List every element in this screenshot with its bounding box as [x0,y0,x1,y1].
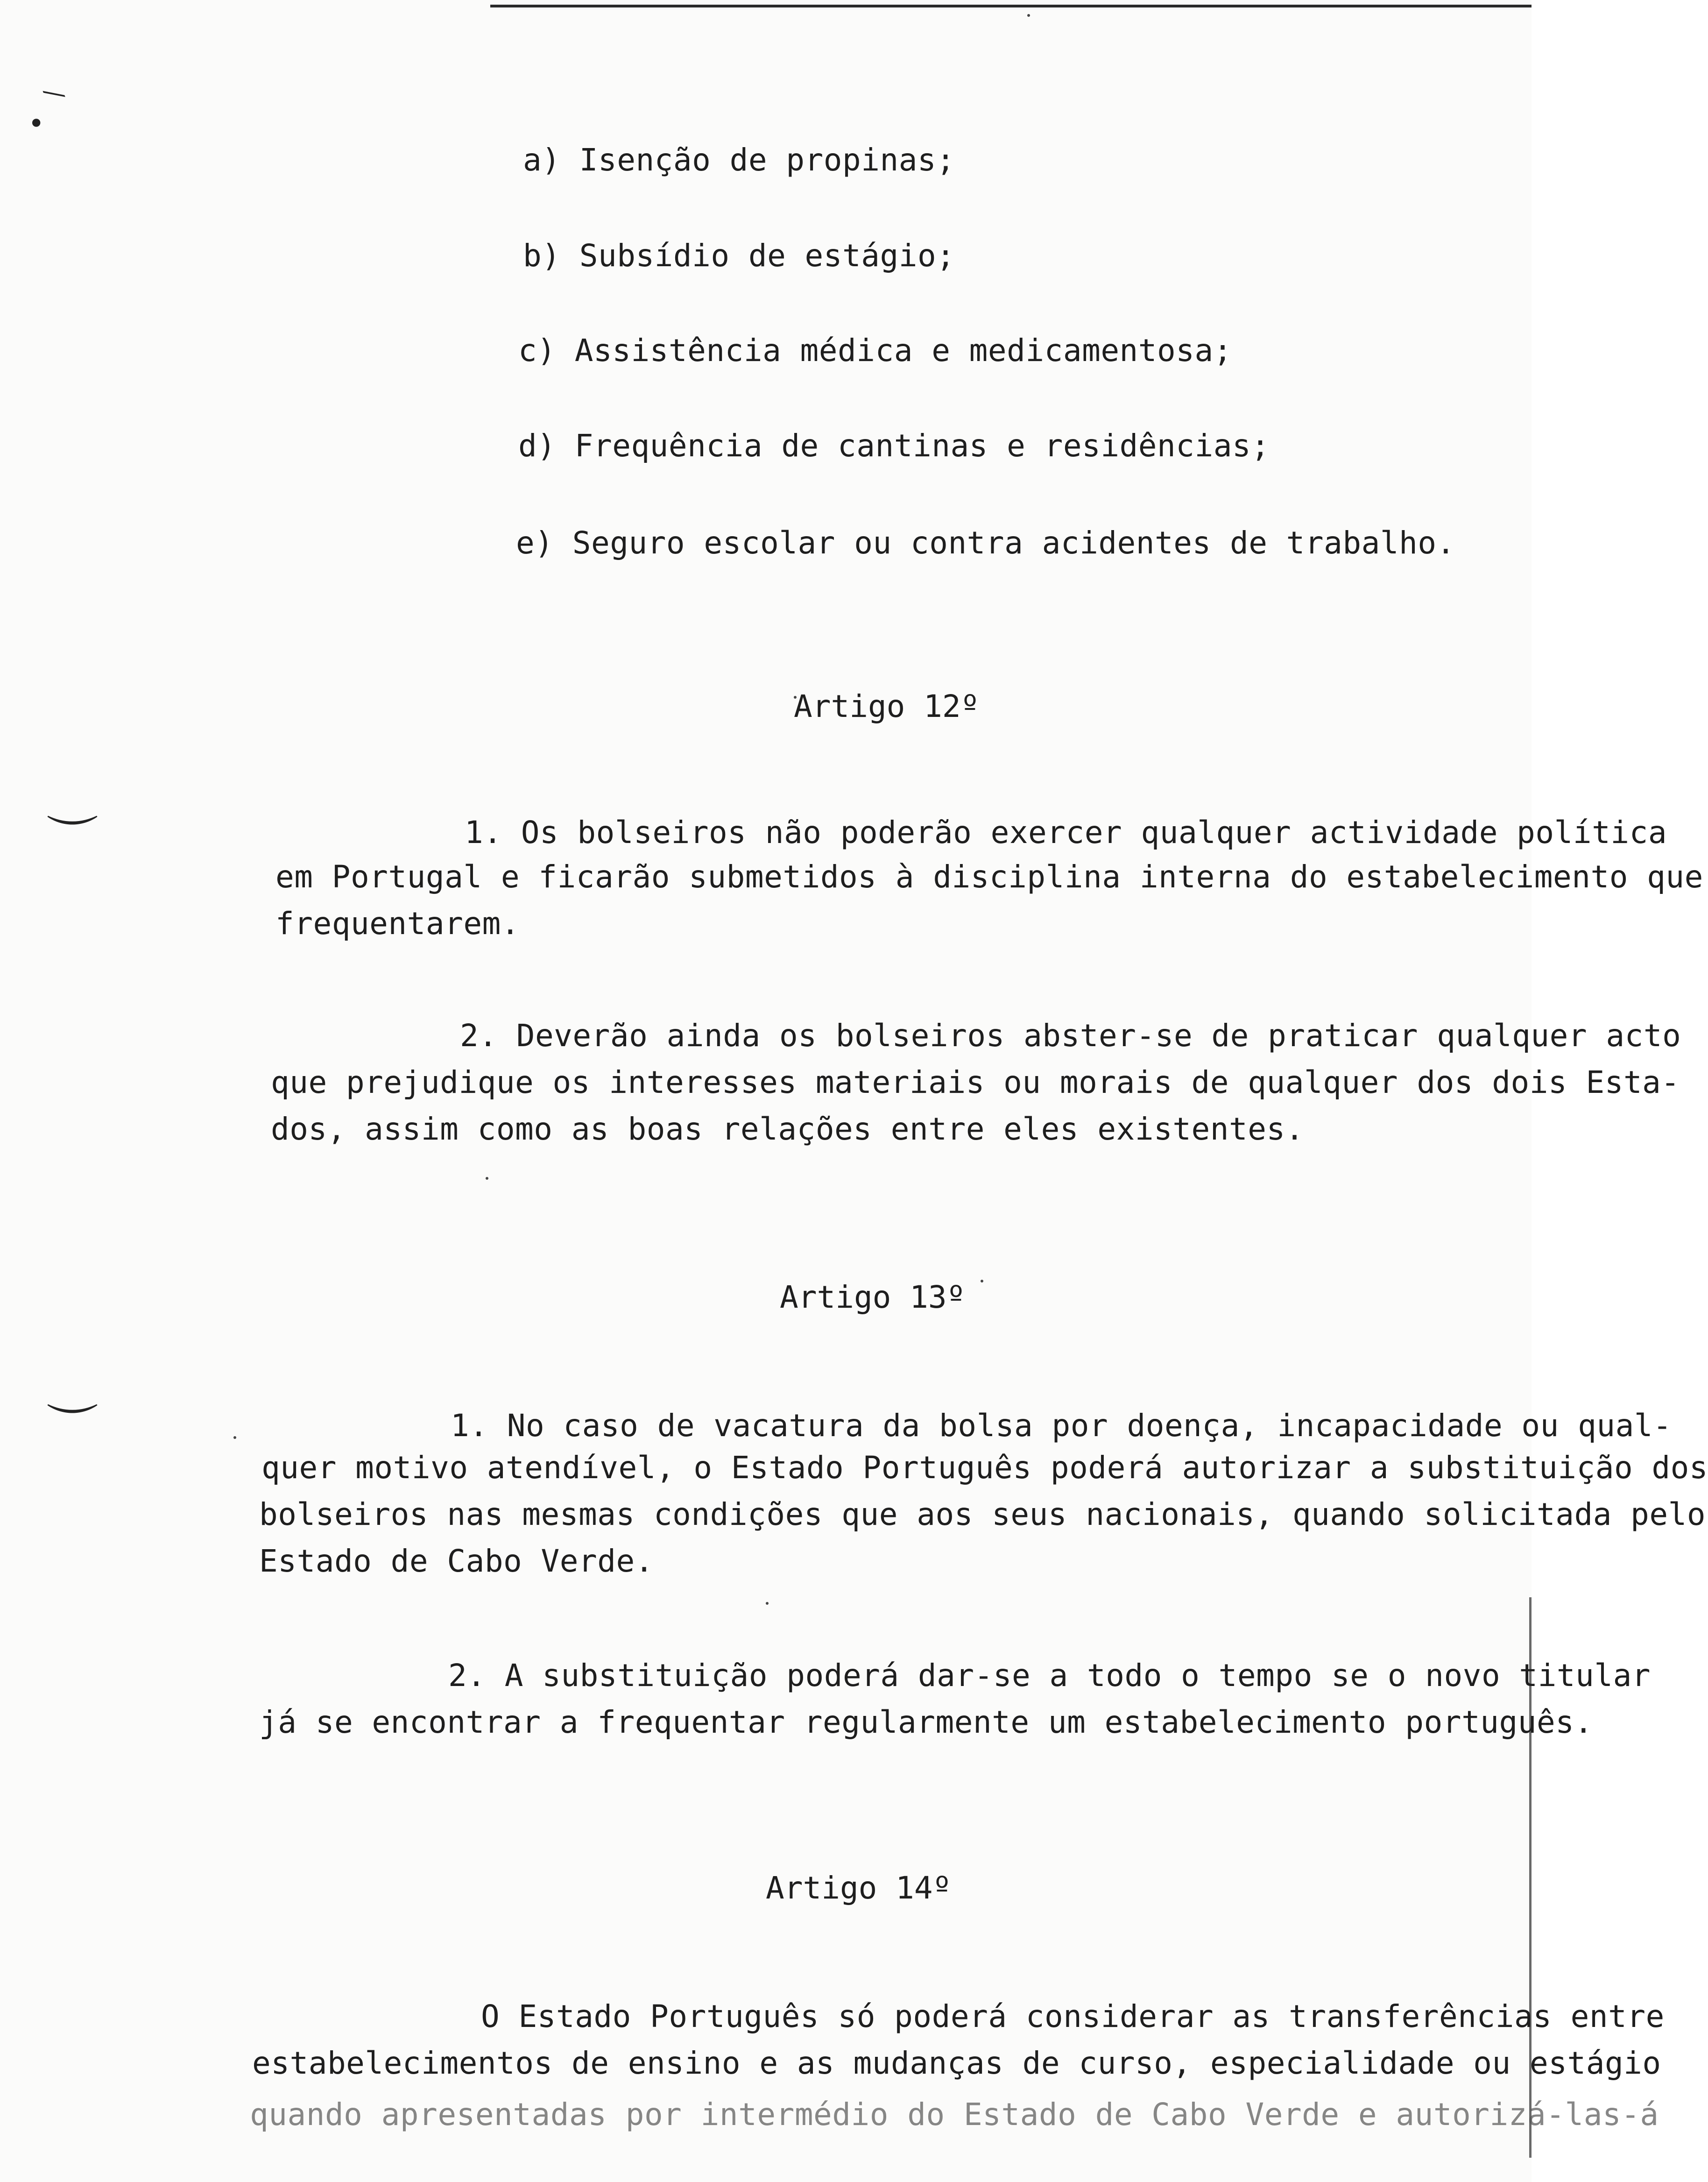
scan-speck [486,1177,488,1180]
list-item-text: Isenção de propinas; [579,142,955,178]
article-heading: Artigo 13º [780,1279,966,1315]
list-item [523,142,955,178]
list-item-label: a) [523,142,561,178]
paragraph-line: quer motivo atendível, o Estado Português poderá autorizar a substituição dos [261,1450,1708,1486]
scan-speck [1027,14,1030,17]
paragraph-line: O Estado Português só poderá considerar as transferências entre [481,1998,1665,2034]
scan-speck [766,1602,769,1605]
scan-artifact-mark: ⁄ [39,87,68,101]
list-item-text: Seguro escolar ou contra acidentes de trabalho. [572,525,1455,561]
scan-speck [981,1280,983,1282]
paragraph-line: que prejudique os interesses materiais ou morais de qualquer dos dois Esta- [271,1064,1680,1100]
article-heading: Artigo 12º [794,688,980,724]
paragraph-line: em Portugal e ficarão submetidos à disciplina interna do estabelecimento que [275,859,1703,895]
list-item-text: Frequência de cantinas e residências; [574,428,1270,464]
article-heading: Artigo 14º [766,1870,952,1906]
list-item-text: Assistência médica e medicamentosa; [574,333,1232,368]
list-item [516,525,1455,561]
list-item-label: e) [516,525,554,561]
top-border-line [490,5,1532,7]
scan-artifact-mark: • [28,107,45,140]
list-item-text: Subsídio de estágio; [579,238,955,274]
paragraph-line: 2. Deverão ainda os bolseiros abster-se de praticar qualquer acto [460,1018,1681,1054]
paragraph-line: bolseiros nas mesmas condições que aos seus nacionais, quando solicitada pelo [259,1496,1706,1532]
paragraph-line: 1. Os bolseiros não poderão exercer qualquer actividade política [465,815,1667,850]
list-item [523,238,955,274]
list-item-label: b) [523,238,561,274]
paragraph-line: quando apresentadas por intermédio do Estado de Cabo Verde e autorizá-las-á [250,2097,1659,2132]
scan-artifact-curve: ⌒ [47,1357,98,1417]
list-item [518,428,1270,464]
scan-artifact-curve: ⌒ [47,769,98,829]
paragraph-line: estabelecimentos de ensino e as mudanças de curso, especialidade ou estágio [252,2045,1661,2081]
list-item-label: c) [518,333,556,368]
paragraph-line: 1. No caso de vacatura da bolsa por doença, incapacidade ou qual- [451,1408,1672,1444]
paragraph-line: dos, assim como as boas relações entre eles existentes. [271,1111,1304,1147]
paragraph-line: já se encontrar a frequentar regularmente um estabelecimento português. [259,1704,1593,1740]
paragraph-line: 2. A substituição poderá dar-se a todo o tempo se o novo titular [448,1658,1651,1693]
scan-speck [233,1436,236,1439]
list-item-label: d) [518,428,556,464]
list-item [518,335,1232,366]
paragraph-line: frequentarem. [275,906,520,942]
paragraph-line: Estado de Cabo Verde. [259,1543,654,1579]
